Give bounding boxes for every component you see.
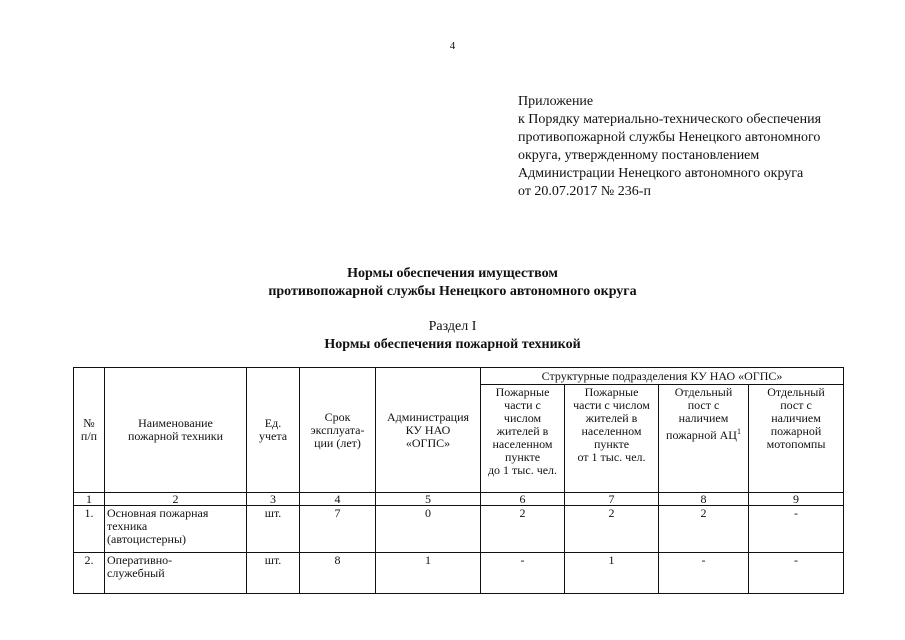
column-number-row xyxy=(74,493,844,506)
appendix-line: округа, утвержденному постановлением xyxy=(518,148,760,163)
row-admin: 1 xyxy=(376,553,481,594)
column-number: 1 xyxy=(74,493,105,506)
row-c7: 2 xyxy=(565,506,659,553)
row-c6: 2 xyxy=(481,506,565,553)
row-num: 1. xyxy=(74,506,105,553)
page-number: 4 xyxy=(449,40,456,52)
appendix-line: противопожарной службы Ненецкого автономного xyxy=(518,130,821,145)
table-header-row xyxy=(74,368,844,385)
header-group: Структурные подразделения КУ НАО «ОГПС» xyxy=(481,368,844,385)
header-num: № п/п xyxy=(74,368,105,493)
header-sub1: Пожарные части с числом жителей в населенном пункте до 1 тыс. чел. xyxy=(481,385,565,493)
header-unit: Ед. учета xyxy=(247,368,300,493)
row-c8: 2 xyxy=(659,506,749,553)
row-term: 8 xyxy=(300,553,376,594)
row-unit: шт. xyxy=(247,506,300,553)
header-sub3: Отдельный пост с наличием пожарной $АЦ^1$ xyxy=(659,385,749,493)
column-number: 9 xyxy=(749,493,844,506)
header-term: Срок эксплуата- ции (лет) xyxy=(300,368,376,493)
table-row xyxy=(74,506,844,553)
row-c7: 1 xyxy=(565,553,659,594)
header-sub2: Пожарные части с числом жителей в населенном пункте от 1 тыс. чел. xyxy=(565,385,659,493)
row-name: Основная пожарная техника (автоцистерны) xyxy=(105,506,247,553)
row-c9: - xyxy=(749,506,844,553)
appendix-line: Администрации Ненецкого автономного округа xyxy=(518,166,804,181)
footnote-mark: 1 xyxy=(736,427,741,436)
row-unit: шт. xyxy=(247,553,300,594)
header-sub4: Отдельный пост с наличием пожарной мотопомпы xyxy=(749,385,844,493)
document-title xyxy=(0,265,905,301)
column-number: 5 xyxy=(376,493,481,506)
appendix-note xyxy=(518,93,878,201)
column-number: 6 xyxy=(481,493,565,506)
row-c8: - xyxy=(659,553,749,594)
column-number: 7 xyxy=(565,493,659,506)
column-number: 2 xyxy=(105,493,247,506)
header-name: Наименование пожарной техники xyxy=(105,368,247,493)
column-number: 4 xyxy=(300,493,376,506)
norms-table xyxy=(73,367,844,594)
row-num: 2. xyxy=(74,553,105,594)
appendix-line: Приложение xyxy=(518,94,594,109)
header-admin: Администрация КУ НАО «ОГПС» xyxy=(376,368,481,493)
column-number: 3 xyxy=(247,493,300,506)
appendix-line: от 20.07.2017 № 236-п xyxy=(518,184,651,199)
row-name: Оперативно- служебный xyxy=(105,553,247,594)
appendix-line: к Порядку материально-технического обеспечения xyxy=(518,112,822,127)
section-title: Нормы обеспечения пожарной техникой xyxy=(324,337,581,352)
row-c9: - xyxy=(749,553,844,594)
section-label: Раздел I xyxy=(428,319,477,334)
document-title-line: противопожарной службы Ненецкого автономного округа xyxy=(268,284,637,299)
table-row xyxy=(74,553,844,594)
document-title-line: Нормы обеспечения имуществом xyxy=(347,266,558,281)
row-c6: - xyxy=(481,553,565,594)
row-admin: 0 xyxy=(376,506,481,553)
row-term: 7 xyxy=(300,506,376,553)
column-number: 8 xyxy=(659,493,749,506)
